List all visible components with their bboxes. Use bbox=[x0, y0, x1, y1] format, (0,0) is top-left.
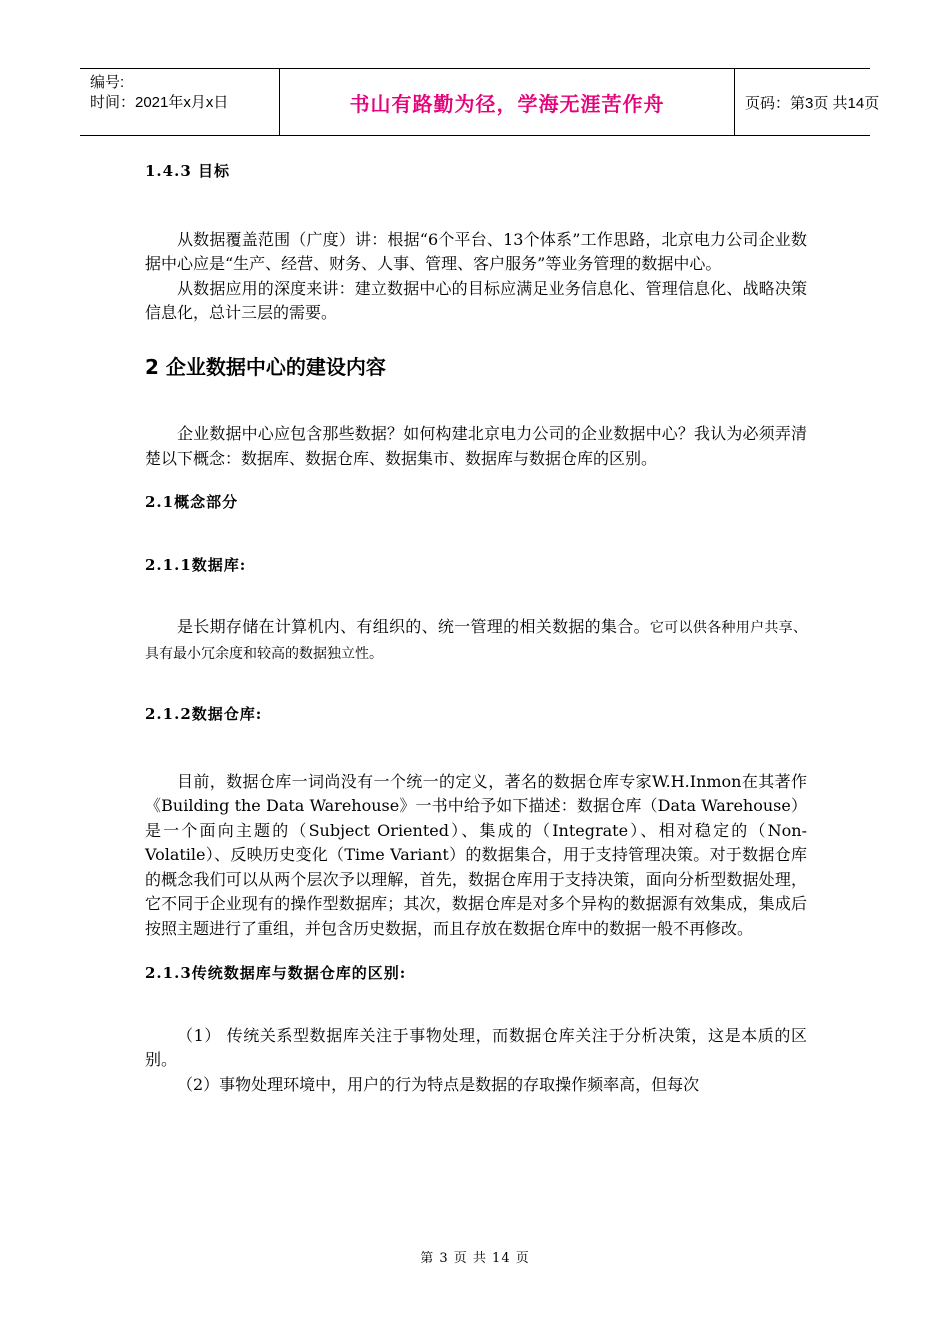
heading-2-1-2: 2.1.2数据仓库: bbox=[145, 705, 263, 723]
header-page-info: 页码：第3页 共14页 bbox=[745, 94, 880, 112]
header-number-label: 编号: bbox=[90, 74, 125, 91]
header-meta bbox=[80, 69, 280, 135]
paragraph-intro: 企业数据中心应包含那些数据？如何构建北京电力公司的企业数据中心？我认为必须弄清楚以下概念：数据库、数据仓库、数据集市、数据库与数据仓库的区别。 bbox=[145, 424, 807, 468]
paragraph-database-def bbox=[145, 615, 807, 666]
database-def-main: 是长期存储在计算机内、有组织的、统一管理的相关数据的集合。 bbox=[177, 617, 650, 636]
page-header bbox=[80, 68, 880, 136]
paragraph-difference-2: （2）事物处理环境中，用户的行为特点是数据的存取操作频率高，但每次 bbox=[177, 1074, 700, 1094]
page-footer: 第 3 页 共 14 页 bbox=[420, 1251, 530, 1266]
heading-2-1: 2.1概念部分 bbox=[145, 493, 239, 511]
paragraph-depth: 从数据应用的深度来讲：建立数据中心的目标应满足业务信息化、管理信息化、战略决策信息化，总计三层的需要。 bbox=[145, 278, 807, 322]
document-body bbox=[145, 150, 807, 1097]
header-time-label: 时间：2021年x月x日 bbox=[90, 94, 229, 111]
heading-2: 2 企业数据中心的建设内容 bbox=[145, 354, 386, 379]
header-motto: 书山有路勤为径，学海无涯苦作舟 bbox=[280, 69, 735, 135]
heading-1-4-3: 1.4.3 目标 bbox=[145, 162, 230, 180]
paragraph-scope: 从数据覆盖范围（广度）讲：根据“6个平台、13个体系”工作思路，北京电力公司企业数据中心应是“生产、经营、财务、人事、管理、客户服务”等业务管理的数据中心。 bbox=[145, 229, 807, 273]
heading-2-1-1: 2.1.1数据库: bbox=[145, 555, 247, 574]
heading-2-1-3: 2.1.3传统数据库与数据仓库的区别: bbox=[145, 964, 407, 982]
paragraph-warehouse-def: 目前，数据仓库一词尚没有一个统一的定义，著名的数据仓库专家W.H.Inmon在其著作《Building the Data Warehouse》一书中给予如下描述：数据仓库（Data Warehouse）是一个面向主题的（Subject Oriented）、集成的（Integrate）、相对稳定的（Non-Volatile）、反映历史变化（Time Variant）的数据集合，用于支持管理决策。对于数据仓库的概念我们可以从两个层次予以理解，首先，数据仓库用于支持决策，面向分析型数据处理，它不同于企业现有的操作型数据库；其次，数据仓库是对多个异构的数据源有效集成，集成后按照主题进行了重组，并包含历史数据，而且存放在数据仓库中的数据一般不再修改。 bbox=[145, 771, 807, 938]
database-def-tail: 它可以供各种用户共享、具有最小冗余度和较高的数据独立性。 bbox=[145, 620, 807, 662]
paragraph-difference-1: （1） 传统关系型数据库关注于事物处理，而数据仓库关注于分析决策，这是本质的区别。 bbox=[145, 1025, 807, 1069]
